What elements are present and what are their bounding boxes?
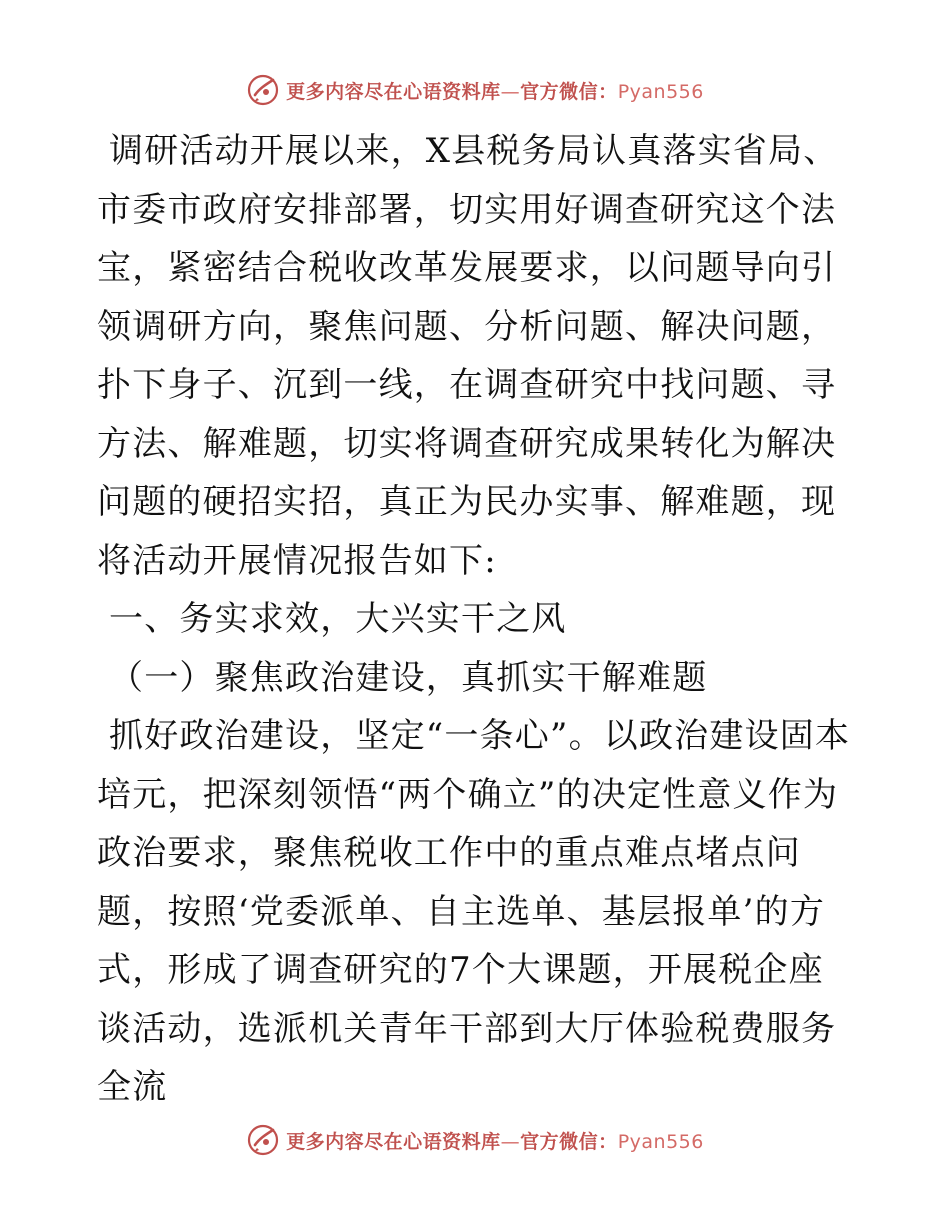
pen-circle-logo-icon bbox=[246, 73, 280, 107]
section-heading-1: 一、务实求效，大兴实干之风 bbox=[109, 599, 567, 639]
watermark-footer bbox=[0, 1120, 950, 1160]
pen-circle-logo-icon bbox=[246, 1123, 280, 1157]
document-body bbox=[97, 122, 857, 1117]
watermark-text: 更多内容尽在心语资料库—官方微信：Pyan556 bbox=[286, 1130, 704, 1153]
watermark-header bbox=[0, 70, 950, 110]
subsection-heading-1: （一）聚焦政治建设，真抓实干解难题 bbox=[109, 657, 708, 698]
watermark-text: 更多内容尽在心语资料库—官方微信：Pyan556 bbox=[286, 80, 704, 103]
paragraph-intro: 调研活动开展以来，X县税务局认真落实省局、市委市政府安排部署，切实用好调查研究这个法宝，紧密结合税收改革发展要求，以问题导向引领调研方向，聚焦问题、分析问题、解决问题，扑下身子、沉到一线，在调查研究中找问题、寻方法、解难题，切实将调查研究成果转化为解决问题的硬招实招，真正为民办实事、解难题，现将活动开展情况报告如下: bbox=[97, 131, 839, 581]
paragraph-political-building: 抓好政治建设，坚定“一条心”。以政治建设固本培元，把深刻领悟“两个确立”的决定性意义作为政治要求，聚焦税收工作中的重点难点堵点问题，按照‘党委派单、自主选单、基层报单’的方式，形成了调查研究的7个大课题，开展税企座谈活动，选派机关青年干部到大厅体验税费服务全流 bbox=[97, 716, 851, 1107]
